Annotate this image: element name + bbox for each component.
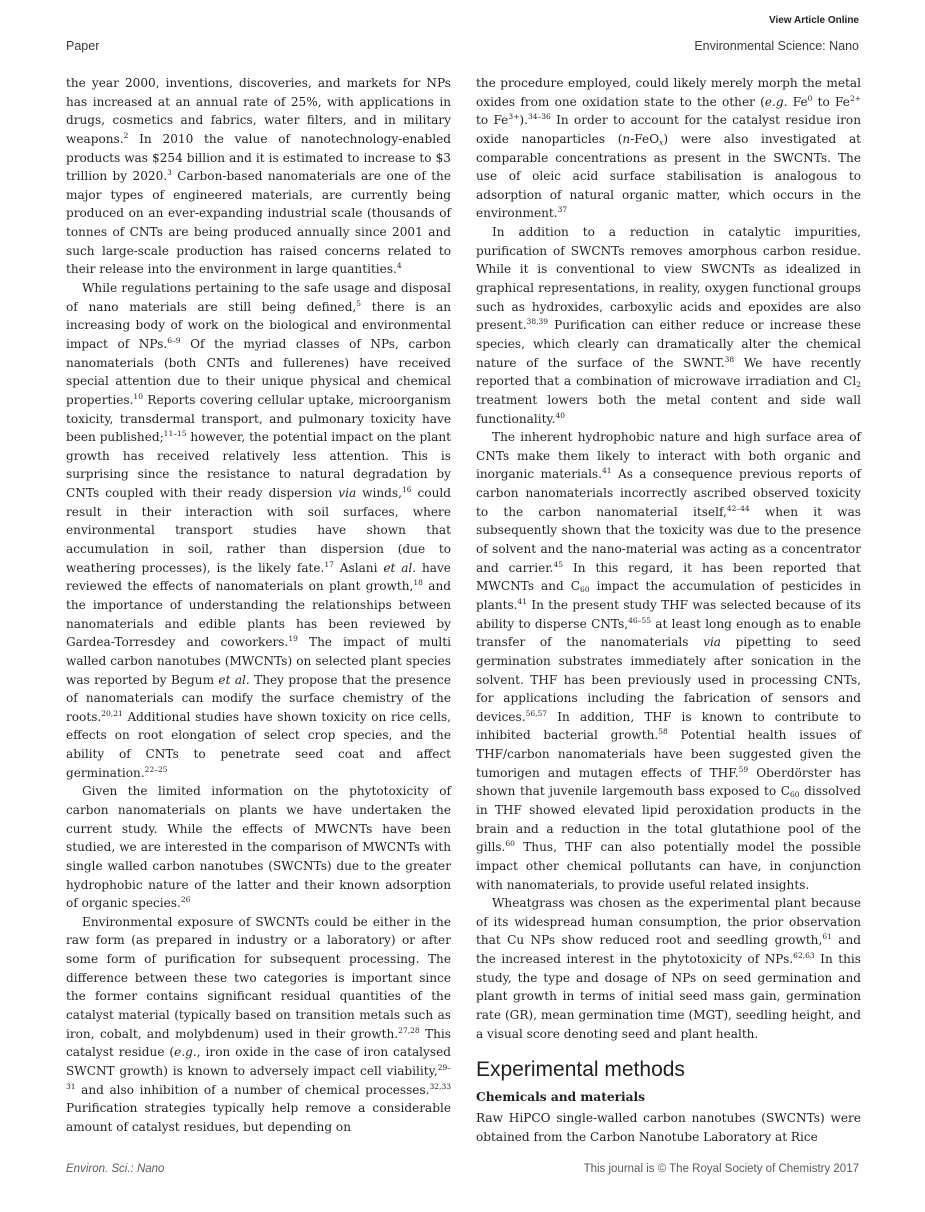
- paragraph: Environmental exposure of SWCNTs could be either in the raw form (as prepared in industry or a laboratory) or after some form of purification for subsequent processing. The difference between these two categories is important since the former contains significant residual quantities of the catalyst material (typically based on transition metals such as iron, cobalt, and molybdenum) used in their growth.$^{27,28}$ This catalyst residue (e.g., iron oxide in the case of iron catalysed SWCNT growth) is known to adversely impact cell viability,$^{29-31}$ and also inhibition of a number of chemical processes.$^{32,33}$ Purification strategies typically help remove a considerable amount of catalyst residues, but depending on: [66, 914, 451, 1134]
- copyright-notice: This journal is © The Royal Society of Chemistry 2017: [583, 1163, 859, 1175]
- right-column: [476, 74, 861, 1147]
- left-column: [66, 74, 451, 1137]
- paragraph: Wheatgrass was chosen as the experimental plant because of its widespread human consumption, the prior observation that Cu NPs show reduced root and seedling growth,$^{61}$ and the increased interest in the phytotoxicity of NPs.$^{62,63}$ In this study, the type and dosage of NPs on seed germination and plant growth in terms of initial seed mass gain, germination rate (GR), mean germination time (MGT), seedling height, and a visual score denoting seed and plant health.: [476, 896, 861, 1041]
- paragraph: While regulations pertaining to the safe usage and disposal of nano materials are still being defined,$^5$ there is an increasing body of work on the biological and environmental impact of NPs.$^{6-9}$ Of the myriad classes of NPs, carbon nanomaterials (both CNTs and fullerenes) have received special attention due to their unique physical and chemical properties.$^{10}$ Reports covering cellular uptake, microorganism toxicity, transdermal transport, and pulmonary toxicity have been published;$^{11-15}$ however, the potential impact on the plant growth has received relatively less attention. This is surprising since the resistance to natural degradation by CNTs coupled with their ready dispersion via winds,$^{16}$ could result in their interaction with soil surfaces, where environmental transport studies have shown that accumulation in soil, rather than dispersion (due to weathering processes), is the likely fate.$^{17}$ Aslani et al. have reviewed the effects of nanomaterials on plant growth,$^{18}$ and the importance of understanding the relationships between nanomaterials and edible plants has been reviewed by Gardea-Torresdey and coworkers.$^{19}$ The impact of multi walled carbon nanotubes (MWCNTs) on selected plant species was reported by Begum et al. They propose that the presence of nanomaterials can modify the surface chemistry of the roots.$^{20,21}$ Additional studies have shown toxicity on rice cells, effects on root elongation of select crop species, and the ability of CNTs to penetrate seed coat and affect germination.$^{22-25}$: [66, 281, 451, 780]
- running-header: [66, 39, 859, 57]
- page-footer: [66, 1163, 859, 1179]
- section-heading: Experimental methods: [476, 1058, 685, 1082]
- paragraph: the year 2000, inventions, discoveries, and markets for NPs has increased at an annual rate of 25%, with applications in drugs, cosmetics and fabrics, water filters, and in military weapons.$^2$ In 2010 the value of nanotechnology-enabled products was $254 billion and it is estimated to increase to $3 trillion by 2020.$^3$ Carbon-based nanomaterials are one of the major types of engineered materials, are currently being produced on an ever-expanding industrial scale (thousands of tonnes of CNTs are being produced annually since 2001 and such large-scale production has raised concerns related to their release into the environment in large quantities.$^4$: [66, 76, 451, 277]
- section-label: Paper: [66, 39, 100, 53]
- paragraph: In addition to a reduction in catalytic impurities, purification of SWCNTs removes amorphous carbon residue. While it is conventional to view SWCNTs as idealized in graphical representations, in reality, oxygen functional groups such as hydroxides, carboxylic acids and epoxides are also present.$^{38,39}$ Purification can either reduce or increase these species, which clearly can dramatically alter the chemical nature of the surface of the SWNT.$^{38}$ We have recently reported that a combination of microwave irradiation and $Cl_2$ treatment lowers both the metal content and side wall functionality.$^{40}$: [476, 225, 861, 426]
- paragraph: Raw HiPCO single-walled carbon nanotubes (SWCNTs) were obtained from the Carbon Nanotube Laboratory at Rice: [476, 1111, 861, 1144]
- view-article-online-link[interactable]: View Article Online: [768, 15, 859, 26]
- subsection-heading: Chemicals and materials: [476, 1090, 646, 1105]
- journal-abbrev: Environ. Sci.: Nano: [66, 1163, 165, 1175]
- paragraph: The inherent hydrophobic nature and high surface area of CNTs make them likely to interact with both organic and inorganic materials.$^{41}$ As a consequence previous reports of carbon nanomaterials incorrectly ascribed observed toxicity to the carbon nanomaterial itself,$^{42-44}$ when it was subsequently shown that the toxicity was due to the presence of solvent and the nano-material was acting as a concentrator and carrier.$^{45}$ In this regard, it has been reported that MWCNTs and $C_{60}$ impact the accumulation of pesticides in plants.$^{41}$ In the present study THF was selected because of its ability to disperse CNTs,$^{46-55}$ at least long enough as to enable transfer of the nanomaterials via pipetting to seed germination substrates immediately after sonication in the solvent. THF has been previously used in processing CNTs, for applications including the fabrication of sensors and devices.$^{56,57}$ In addition, THF is known to contribute to inhibited bacterial growth.$^{58}$ Potential health issues of THF/carbon nanomaterials have been suggested given the tumorigen and mutagen effects of THF.$^{59}$ Oberdörster has shown that juvenile largemouth bass exposed to $C_{60}$ dissolved in THF showed elevated lipid peroxidation products in the brain and a reduction in the total glutathione pool of the gills.$^{60}$ Thus, THF can also potentially model the possible impact other chemical pollutants can have, in conjunction with nanomaterials, to provide useful related insights.: [476, 430, 861, 892]
- journal-name: Environmental Science: Nano: [694, 39, 859, 53]
- paragraph: Given the limited information on the phytotoxicity of carbon nanomaterials on plants we have undertaken the current study. While the effects of MWCNTs have been studied, we are interested in the comparison of MWCNTs with single walled carbon nanotubes (SWCNTs) due to the greater hydrophobic nature of the latter and their known adsorption of organic species.$^{26}$: [66, 784, 451, 911]
- paragraph: the procedure employed, could likely merely morph the metal oxides from one oxidation state to the other (e.g. Fe$^0$ to $Fe^{2+}$ to $Fe^{3+}).^{34-36}$ In order to account for the catalyst residue iron oxide nanoparticles (n-FeO$_x$) were also investigated at comparable concentrations as present in the SWCNTs. The use of oleic acid surface stabilisation is analogous to adsorption of natural organic matter, which occurs in the environment.$^{37}$: [476, 76, 862, 221]
